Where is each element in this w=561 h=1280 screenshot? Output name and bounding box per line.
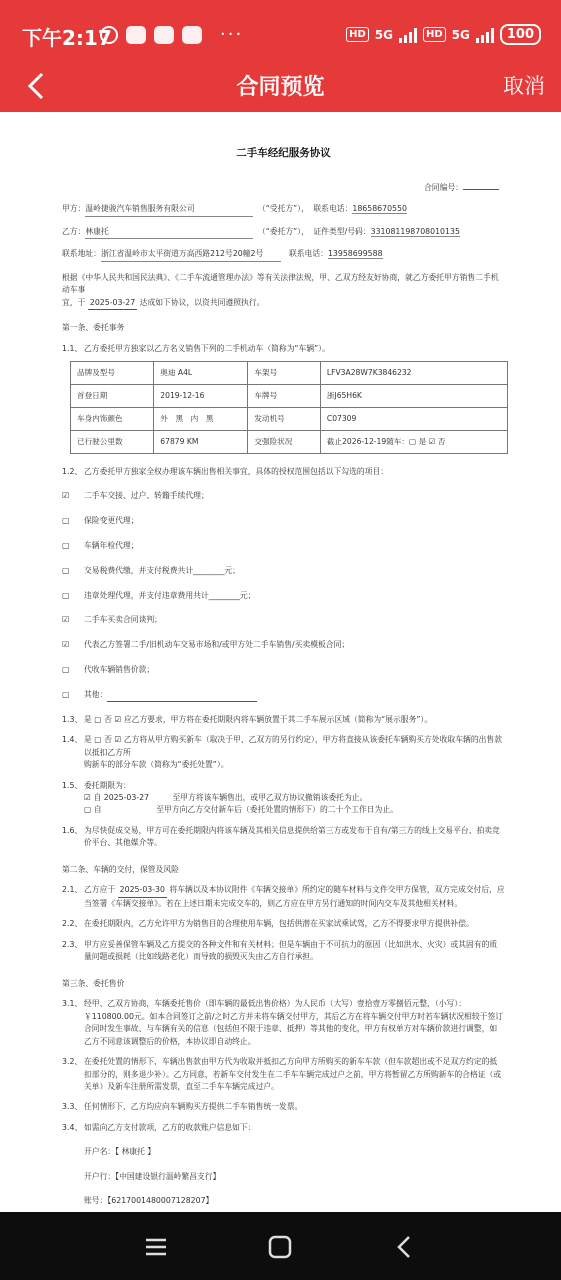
bank-account-number: 账号：【6217001480007128207】 <box>84 1196 214 1206</box>
authorization-checklist <box>62 490 505 701</box>
system-navigation-bar <box>0 1212 561 1280</box>
checkbox-icon: ▢ <box>62 665 70 675</box>
contract-document[interactable] <box>0 112 561 1212</box>
clause-3-1: 3.1、 经甲、乙双方协商，车辆委托售价（即车辆的最低出售价格）为人民币（大写）壹拾壹万零捌佰元整，（小写）：￥110800.00元。如本合同签订之前/之时乙方并未将车辆交付甲方，其后乙方在将车辆交付甲方时若车辆状况相较于签订合同时发生事故、与车辆有关的信息（包括但不限于违章、抵押）等其他的变化，甲方有权单方对车辆价款进行调整，如乙方不同意该调整后的价格，本协议即自动终止。 <box>62 999 504 1046</box>
checklist-item: ☑ 代表乙方签署二手/旧机动车交易市场和/或甲方处二手车销售/买卖模板合同； <box>62 639 505 652</box>
clause-1-6: 1.6、 为尽快促成交易，甲方可在委托期限内将该车辆及其相关信息提供给第三方或发布于自有/第三方的线上交易平台、拍卖竞价平台、其他媒介等。 <box>62 825 500 848</box>
status-bar <box>0 0 561 62</box>
agreement-date: 2025-03-27 <box>88 297 137 310</box>
checklist-item: ▢ 违章处理代理，并支付违章费用共计________元； <box>62 590 505 603</box>
checklist-item: ☑ 二手车买卖合同谈判； <box>62 614 505 627</box>
checkbox-icon: ▢ <box>62 516 70 526</box>
back-arrow-icon <box>390 1232 420 1262</box>
checklist-item: ▢ 代收车辆销售价款； <box>62 664 505 677</box>
party-a-row: 甲方： 温岭捷骏汽车销售服务有限公司 （“受托方”）， 联系电话：18658670550 <box>62 203 505 216</box>
checkbox-icon: ▢ <box>62 565 70 575</box>
checklist-item: ▢ 保险变更代理； <box>62 515 505 528</box>
menu-icon <box>141 1232 171 1262</box>
clause-2-3: 2.3、 甲方应妥善保管车辆及乙方提交的各种文件和有关材料；但是车辆由于不可抗力的原因（比如洪水、火灾）或其固有的质量问题或损耗（比如线路老化）而导致的损毁灭失由乙方自行承担。 <box>62 939 498 962</box>
vehicle-info-table <box>70 361 508 454</box>
checklist-item: ☑ 二手车交接、过户、转籍手续代理； <box>62 490 505 503</box>
menu-button[interactable] <box>141 1232 171 1262</box>
checkbox-icon: ▢ <box>62 541 70 551</box>
bank-name: 开户行：【中国建设银行温岭繁昌支行】 <box>84 1171 221 1181</box>
checkbox-icon: ☑ <box>62 491 70 501</box>
network-type: 5G <box>374 27 393 42</box>
cancel-button[interactable]: 取消 <box>503 74 545 98</box>
clause-3-3: 3.3、 任何情形下，乙方均应向车辆购买方提供二手车销售统一发票。 <box>62 1102 303 1112</box>
table-row: 品牌及型号 奥迪 A4L 车架号 LFV3A28W7K3846232 <box>71 362 508 385</box>
intro-paragraph: 根据《中华人民共和国民法典》、《二手车流通管理办法》等有关法律法规，甲、乙双方经友好协商，就乙方委托甲方销售二手机动车事 宜，于 2025-03-27 达成如下协议，以资共同遵照执行。 <box>62 272 505 310</box>
home-icon <box>265 1232 295 1262</box>
contract-number: 合同编号： <box>62 182 499 194</box>
hd-icon: HD <box>423 27 446 42</box>
party-b-phone: 13958699588 <box>327 249 383 259</box>
party-b-row: 乙方： 林康托 （“委托方”）， 证件类型/号码：331081198708010135 <box>62 226 505 239</box>
article-3-title: 第三条、委托售价 <box>62 978 125 988</box>
article-2-title: 第二条、车辆的交付，保管及风险 <box>62 864 179 874</box>
party-a-name: 温岭捷骏汽车销售服务有限公司 <box>85 203 253 216</box>
system-back-button[interactable] <box>390 1232 420 1262</box>
party-b-name: 林康托 <box>85 226 253 239</box>
party-b-address: 浙江省温岭市太平街道万高西路212号20幢2号 <box>101 248 281 261</box>
delivery-date: 2025-03-30 <box>118 884 167 897</box>
checkbox-icon: ▢ <box>62 590 70 600</box>
address-row: 联系地址： 浙江省温岭市太平街道万高西路212号20幢2号 联系电话：13958699588 <box>62 248 505 261</box>
article-1-title: 第一条、委托事务 <box>62 323 125 333</box>
nav-bar <box>0 62 561 112</box>
battery-indicator: 100 <box>500 24 541 45</box>
hd-icon: HD <box>346 27 369 42</box>
party-a-phone: 18658670550 <box>352 204 407 214</box>
app-notification-icon <box>126 26 146 44</box>
clause-1-2: 1.2、 乙方委托甲方独家全权办理该车辆出售相关事宜，具体的授权范围包括以下勾选的项目： <box>62 467 389 477</box>
table-row: 车身内饰颜色 外 黑 内 黑 发动机号 C07309 <box>71 408 508 431</box>
page-title: 合同预览 <box>236 75 325 100</box>
network-type: 5G <box>451 27 470 42</box>
bank-account-holder: 开户名：【 林康托 】 <box>84 1147 156 1157</box>
table-row: 已行驶公里数 67879 KM 交强险状况 截止2026-12-19随车：▢ 是 ☑ 否 <box>71 431 508 454</box>
table-row: 首登日期 2019-12-16 车牌号 浙J65H6K <box>71 385 508 408</box>
weibo-icon <box>154 26 174 44</box>
signal-icon <box>476 27 494 43</box>
clause-1-4: 1.4、 是 ▢ 否 ☑ 乙方将从甲方购买新车（取决于甲、乙双方的另行约定），甲方将直接从该委托车辆购买方处收取车辆的出售款以抵扣乙方所 购新车的部分车款（简称为“委托处置”）。 <box>62 735 503 770</box>
signal-icon <box>399 27 417 43</box>
checkbox-icon: ▢ <box>62 689 70 699</box>
alarm-icon <box>100 26 118 44</box>
system-status-icons <box>346 24 541 45</box>
checklist-item: ▢ 交易税费代缴，并支付税费共计________元； <box>62 565 505 578</box>
clause-1-5: 1.5、 委托期限为： ☑ 自 2025-03-27 至甲方将该车辆售出，或甲乙双方协议撤销该委托为止。 ▢ 自 至甲方向乙方交付新车后（委托处置的情形下）的二十个工作日为止。 <box>62 780 398 815</box>
notification-icons <box>100 24 243 45</box>
clause-2-1: 2.1、 乙方应于 2025-03-30 将车辆以及本协议附件《车辆交接单》所约定的随车材料与文件交甲方保管，双方完成交付后，应当签署《车辆交接单》。若在上述日期未完成交车的，则乙方应在甲方另行通知的时间内交车及其他相关材料。 <box>62 885 505 908</box>
party-b-id: 331081198708010135 <box>370 226 460 236</box>
document-title: 二手车经纪服务协议 <box>236 147 331 159</box>
clause-3-4: 3.4、 如需向乙方支付款项，乙方的收款账户信息如下： <box>62 1122 256 1132</box>
checklist-item: ▢ 其他： <box>62 689 505 702</box>
clause-1-1: 1.1、 乙方委托甲方独家以乙方名义销售下列的二手机动车（简称为“车辆”）。 <box>62 343 330 353</box>
status-time: 下午2:17 <box>22 26 112 50</box>
more-notifications-icon: ··· <box>220 24 244 45</box>
clause-1-3: 1.3、 是 ▢ 否 ☑ 应乙方要求，甲方将在委托期限内将车辆放置于其二手车展示区域（简称为“展示服务”）。 <box>62 714 433 724</box>
checklist-item: ▢ 车辆年检代理； <box>62 540 505 553</box>
clause-3-2: 3.2、 在委托处置的情形下，车辆出售款由甲方代为收取并抵扣乙方向甲方所购买的新车车款（但车款超出或不足双方约定的抵扣部分的，则多退少补）。乙方同意，若新车交付发生在二手车车辆完成过户之前，甲方将暂留乙方所购新车的合格证（或关单）及新车注册所需发票，直至二手车车辆完成过户。 <box>62 1057 502 1091</box>
home-button[interactable] <box>265 1232 295 1262</box>
app-notification-icon <box>182 26 202 44</box>
checkbox-icon: ☑ <box>62 615 70 625</box>
checkbox-icon: ☑ <box>62 640 70 650</box>
clause-2-2: 2.2、 在委托期限内，乙方允许甲方为销售目的合理使用车辆，包括供潜在买家试乘试驾，乙方不得要求甲方提供补偿。 <box>62 919 474 929</box>
